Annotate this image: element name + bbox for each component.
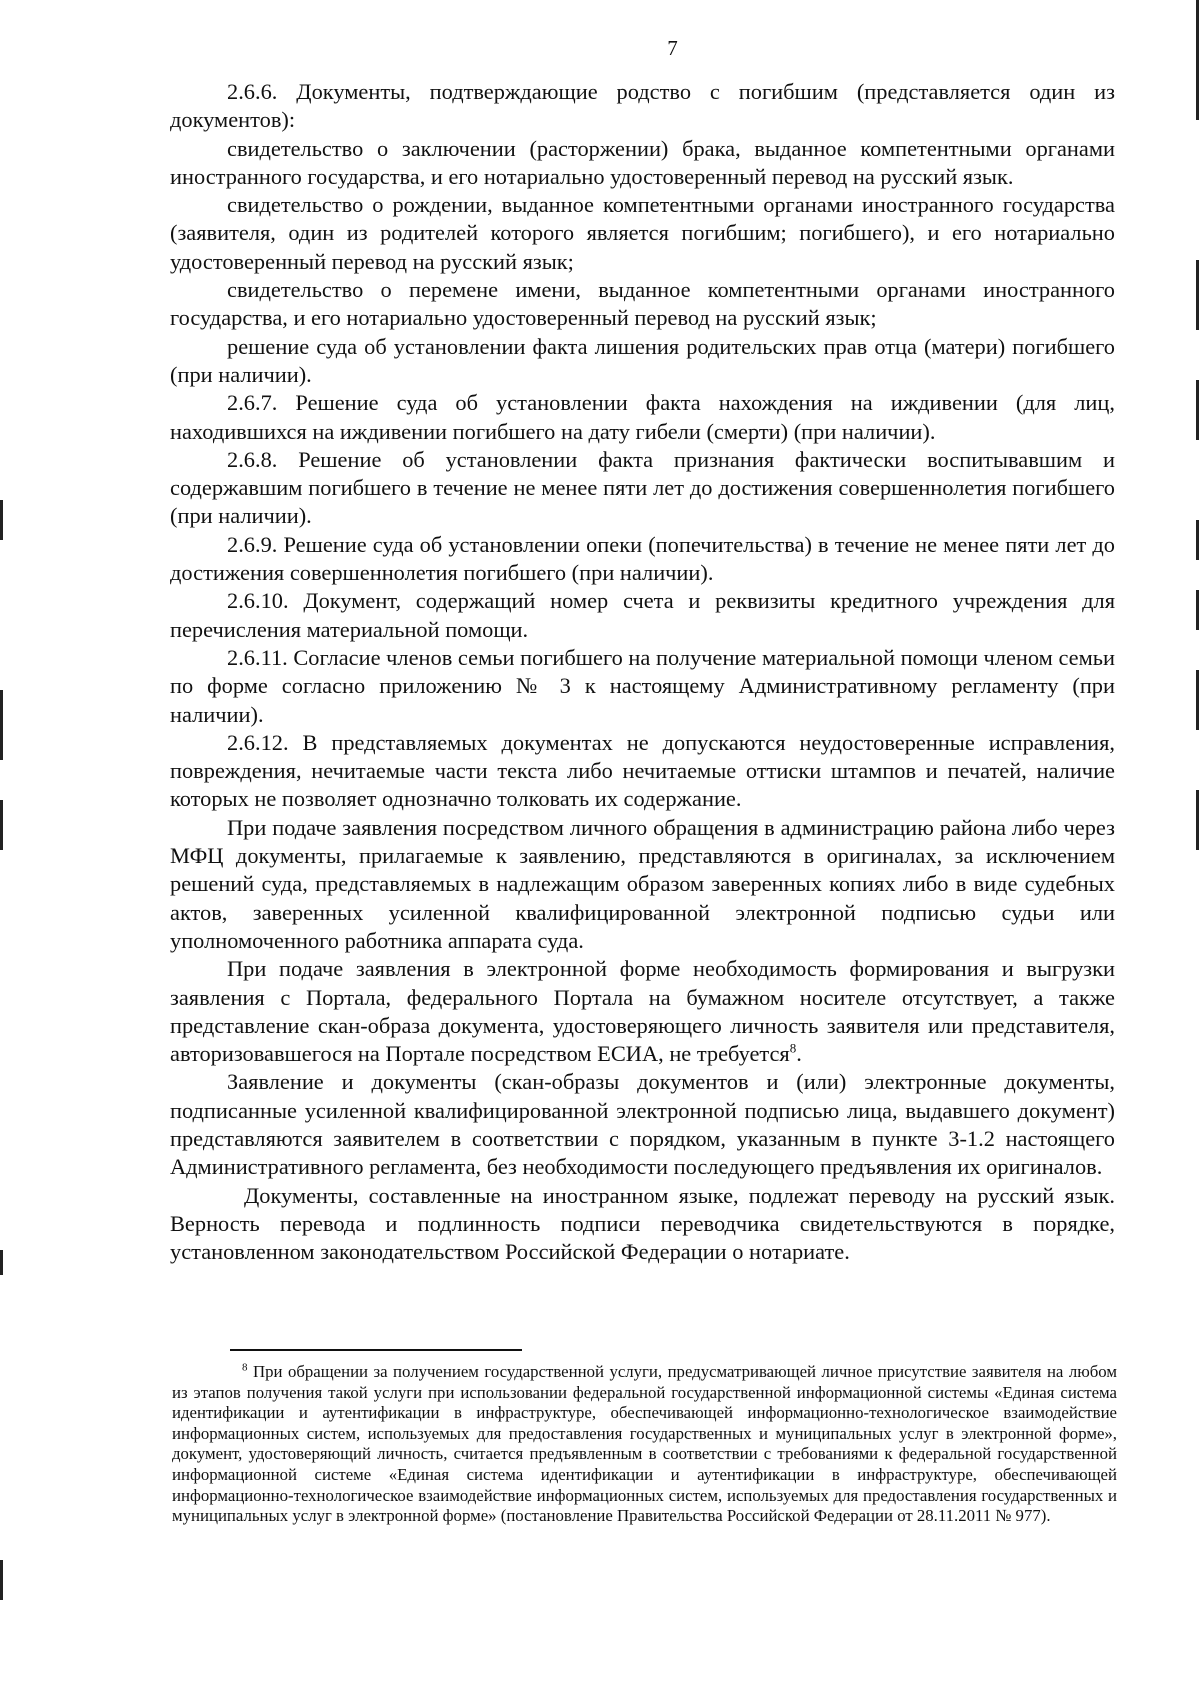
scan-edge-mark: [0, 1560, 3, 1600]
scan-edge-mark: [1196, 520, 1199, 560]
paragraph-2-6-10: 2.6.10. Документ, содержащий номер счета и реквизиты кредитного учреждения для перечисления материальной помощи.: [170, 588, 1115, 642]
paragraph-2-6-7: 2.6.7. Решение суда об установлении факта нахождения на иждивении (для лиц, находившихся на иждивении погибшего на дату гибели (смерти) (при наличии).: [170, 390, 1115, 444]
paragraph-2-6-11: 2.6.11. Согласие членов семьи погибшего на получение материальной помощи членом семьи по форме согласно приложению № 3 к настоящему Административному регламенту (при наличии).: [170, 644, 1115, 727]
paragraph-birth-certificate: свидетельство о рождении, выданное компетентными органами иностранного государства (заявителя, один из родителей которого является погибшим; погибшего), и его нотариально удостоверенный перевод на русский язык;: [170, 192, 1115, 274]
footnote: [172, 1362, 1117, 1527]
paragraph-electronic-submission: [170, 955, 1115, 1068]
footnote-text: При обращении за получением государственной услуги, предусматривающей личное присутствие заявителя на любом из этапов получения такой услуги при использовании федеральной государственной информационной системы «Единая система идентификации и аутентификации в инфраструктуре, обеспечивающей информационно-технологическое взаимодействие информационных систем, используемых для предоставления государственных и муниципальных услуг в электронной форме», документ, удостоверяющий личность, считается предъявленным в соответствии с требованиями к федеральной государственной информационной системе «Единая система идентификации и аутентификации в инфраструктуре, обеспечивающей информационно-технологическое взаимодействие информационных систем, используемых для предоставления государственных и муниципальных услуг в электронной форме» (постановление Правительства Российской Федерации от 28.11.2011 № 977).: [172, 1362, 1117, 1526]
scan-edge-mark: [0, 800, 3, 850]
scan-edge-mark: [1196, 790, 1199, 850]
scan-edge-mark: [1196, 590, 1199, 630]
paragraph-2-6-12: 2.6.12. В представляемых документах не допускаются неудостоверенные исправления, повреждения, нечитаемые части текста либо нечитаемые оттиски штампов и печатей, наличие которых не позволяет однозначно толковать их содержание.: [170, 729, 1115, 812]
scan-edge-mark: [0, 690, 3, 760]
footnote-separator: [230, 1349, 522, 1351]
paragraph-foreign-language-documents: Документы, составленные на иностранном языке, подлежат переводу на русский язык. Верность перевода и подлинность подписи переводчика свидетельствуются в порядке, установленном законодательством Российской Федерации о нотариате.: [170, 1182, 1115, 1265]
paragraph-court-decision-parental-rights: решение суда об установлении факта лишения родительских прав отца (матери) погибшего (при наличии).: [170, 333, 1115, 387]
footnote-reference: 8: [789, 1040, 797, 1056]
scan-edge-mark: [1196, 380, 1199, 440]
paragraph-marriage-certificate: свидетельство о заключении (расторжении) брака, выданное компетентными органами иностранного государства, и его нотариально удостоверенный перевод на русский язык.: [170, 135, 1115, 189]
page-number: 7: [667, 36, 678, 60]
paragraph-in-person-submission: При подаче заявления посредством личного обращения в администрацию района либо через МФЦ документы, прилагаемые к заявлению, представляются в оригиналах, за исключением решений суда, представляемых в надлежащим образом заверенных копиях либо в виде судебных актов, заверенных усиленной квалифицированной электронной подписью судьи или уполномоченного работника аппарата суда.: [170, 814, 1115, 953]
scan-edge-mark: [0, 500, 3, 540]
paragraph-2-6-9: 2.6.9. Решение суда об установлении опеки (попечительства) в течение не менее пяти лет до достижения совершеннолетия погибшего (при наличии).: [170, 531, 1115, 586]
paragraph-electronic-submission-text: При подаче заявления в электронной форме необходимость формирования и выгрузки заявления с Портала, федерального Портала на бумажном носителе отсутствует, а также представление скан-образа документа, удостоверяющего личность заявителя или представителя, авторизовавшегося на Портале посредством ЕСИА, не требуется: [170, 956, 1115, 1067]
scan-edge-mark: [1196, 260, 1199, 330]
scan-edge-mark: [1196, 0, 1199, 120]
document-body: [170, 78, 1115, 1266]
paragraph-electronic-submission-end: .: [796, 1041, 802, 1067]
footnote-marker: 8: [242, 1361, 248, 1374]
scan-edge-mark: [1196, 670, 1199, 730]
paragraph-name-change-certificate: свидетельство о перемене имени, выданное компетентными органами иностранного государства, и его нотариально удостоверенный перевод на русский язык;: [170, 277, 1115, 331]
paragraph-2-6-8: 2.6.8. Решение об установлении факта признания фактически воспитывавшим и содержавшим погибшего в течение не менее пяти лет до достижения совершеннолетия погибшего (при наличии).: [170, 446, 1115, 529]
scan-edge-mark: [0, 1250, 3, 1275]
paragraph-application-and-documents: Заявление и документы (скан-образы документов и (или) электронные документы, подписанные усиленной квалифицированной электронной подписью лица, выдавшего документ) представляются заявителем в соответствии с порядком, указанным в пункте 3-1.2 настоящего Административного регламента, без необходимости последующего предъявления их оригиналов.: [170, 1069, 1115, 1180]
paragraph-2-6-6: 2.6.6. Документы, подтверждающие родство с погибшим (представляется один из документов):: [170, 79, 1115, 133]
